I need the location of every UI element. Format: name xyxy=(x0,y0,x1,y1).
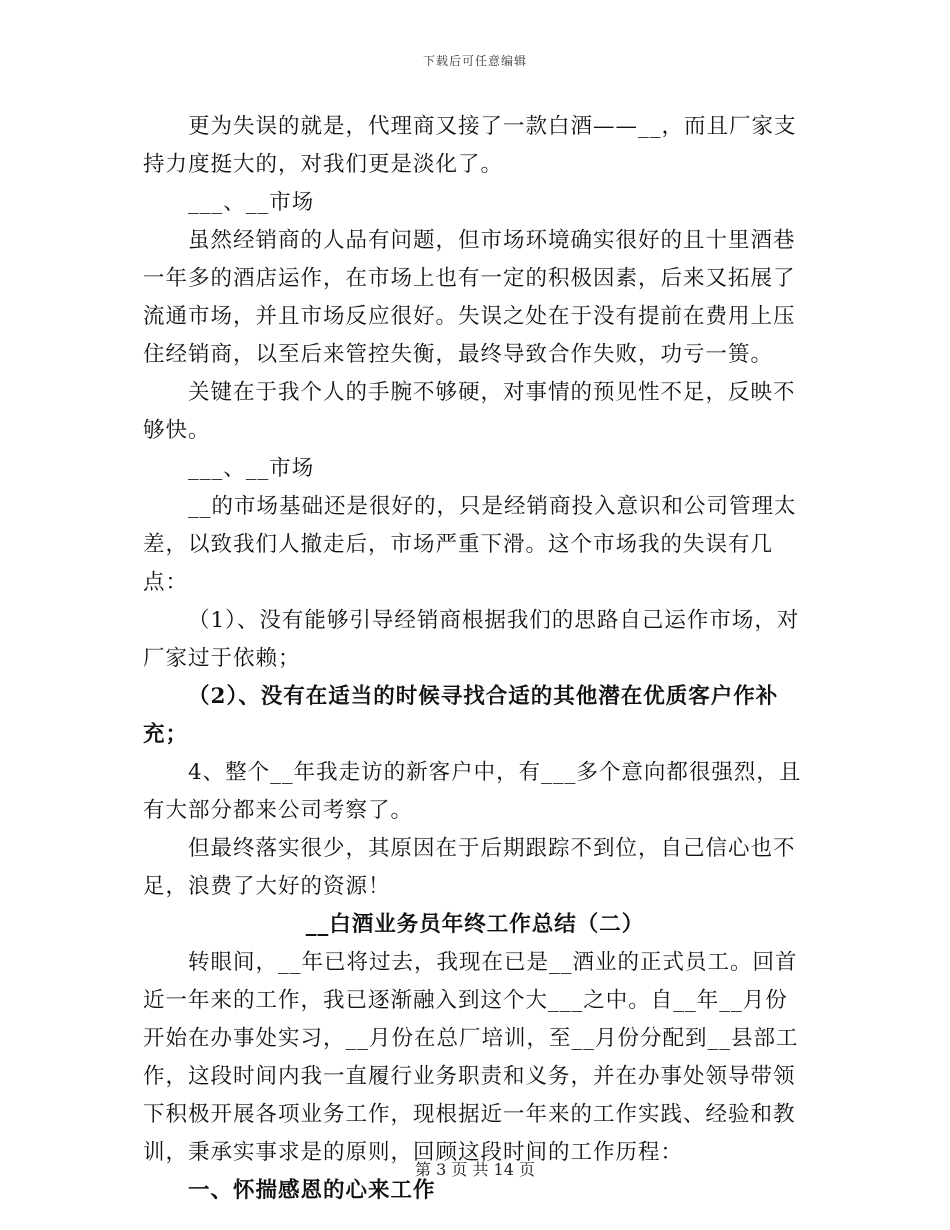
paragraph-point-2: （2）、没有在适当的时候寻找合适的其他潜在优质客户作补充； xyxy=(143,684,779,747)
page-header-note: 下载后可任意编辑 xyxy=(422,54,527,68)
document-body xyxy=(143,108,807,1210)
paragraph-agent-mistake: 更为失误的就是，代理商又接了一款白酒——__，而且厂家支持力度挺大的，对我们更是淡化了。 xyxy=(143,114,797,177)
paragraph-key-lesson: 关键在于我个人的手腕不够硬，对事情的预见性不足，反映不够快。 xyxy=(143,380,796,443)
paragraph-wasted-resources: 但最终落实很少，其原因在于后期跟踪不到位，自己信心也不足，浪费了大好的资源！ xyxy=(143,836,796,899)
paragraph-new-clients: 4、整个__年我走访的新客户中，有___多个意向都很强烈，且有大部分都来公司考察了。 xyxy=(143,760,802,823)
paragraph-dealer-issue: 虽然经销商的人品有问题，但市场环境确实很好的且十里酒巷一年多的酒店运作，在市场上也有一定的积极因素，后来又拓展了流通市场，并且市场反应很好。失误之处在于没有提前在费用上压住经销商，以至后来管控失衡，最终导致合作失败，功亏一篑。 xyxy=(143,228,796,367)
market-heading-1: ___、__市场 xyxy=(188,190,315,215)
paragraph-year-review: 转眼间，__年已将过去，我现在已是__酒业的正式员工。回首近一年来的工作，我已逐渐融入到这个大___之中。自__年__月份开始在办事处实习，__月份在总厂培训，至__月份分配到__县部工作，这段时间内我一直履行业务职责和义务，并在办事处领导带领下积极开展各项业务工作，现根据近一年来的工作实践、经验和教训，秉承实事求是的原则，回顾这段时间的工作历程： xyxy=(143,950,799,1165)
page-footer-number: 第 3 页 共 14 页 xyxy=(415,1160,535,1179)
subheading-gratitude: 一、怀揣感恩的心来工作 xyxy=(188,1178,436,1203)
paragraph-market-base: __的市场基础还是很好的，只是经销商投入意识和公司管理太差，以致我们人撤走后，市场严重下滑。这个市场我的失误有几点： xyxy=(143,494,797,595)
paragraph-point-1: （1）、没有能够引导经销商根据我们的思路自己运作市场，对厂家过于依赖； xyxy=(143,608,800,671)
market-heading-2: ___、__市场 xyxy=(188,456,315,481)
section-title: __白酒业务员年终工作总结（二） xyxy=(305,912,645,937)
